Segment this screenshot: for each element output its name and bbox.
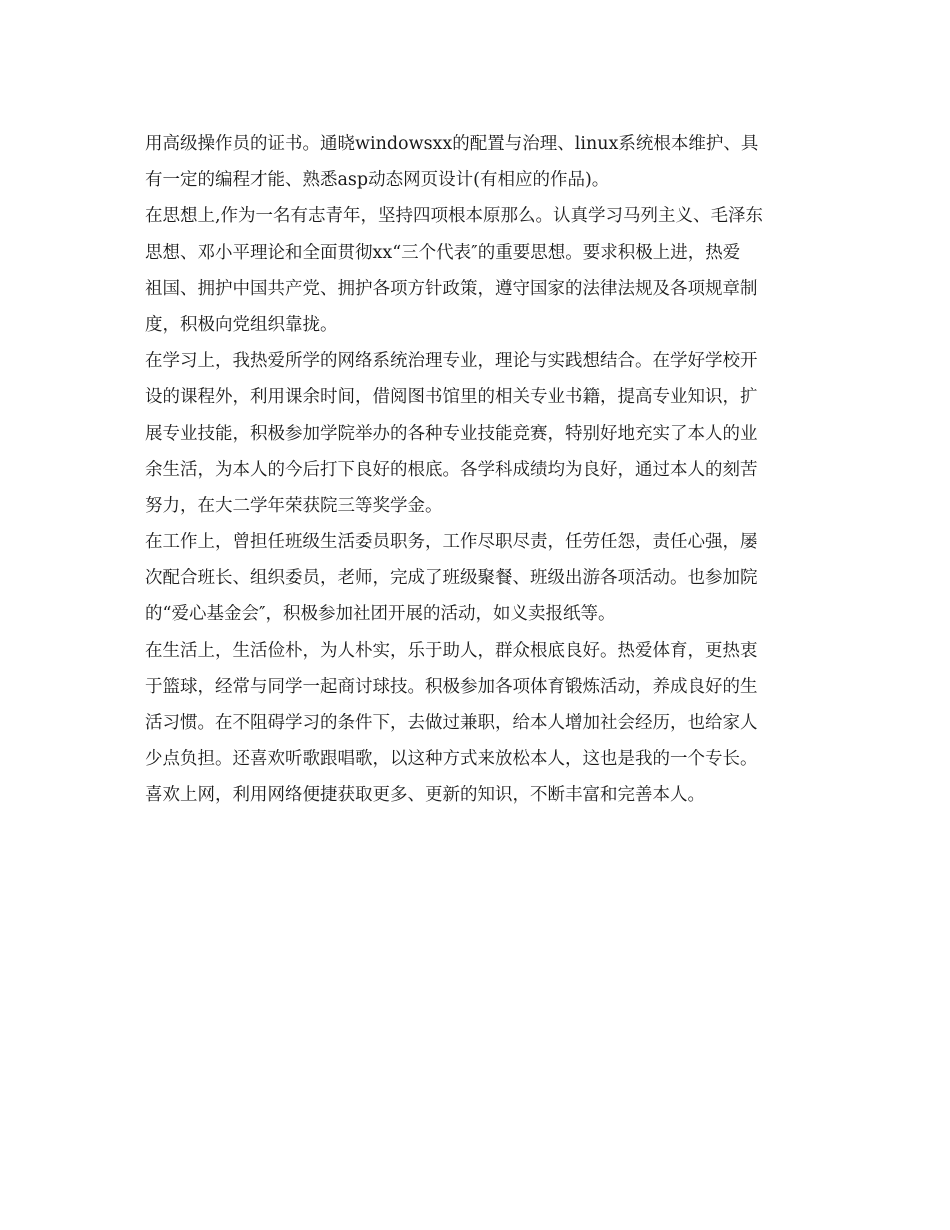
document-body — [145, 126, 805, 814]
text-line: 在思想上,作为一名有志青年，坚持四项根本原那么。认真学习马列主义、毛泽东 — [145, 206, 764, 227]
text-line: 活习惯。在不阻碍学习的条件下，去做过兼职，给本人增加社会经历，也给家人 — [145, 713, 758, 733]
paragraph-certificates — [145, 126, 805, 198]
text-line: 的“爱心基金会″，积极参加社团开展的活动，如义卖报纸等。 — [145, 604, 616, 625]
paragraph-study — [145, 343, 805, 524]
text-line: 在生活上，生活俭朴，为人朴实，乐于助人，群众根底良好。热爱体育，更热衷 — [145, 640, 758, 661]
paragraph-work — [145, 524, 805, 633]
text-line: 在学习上，我热爱所学的网络系统治理专业，理论与实践想结合。在学好学校开 — [145, 351, 758, 372]
text-line: 有一定的编程才能、熟悉asp动态网页设计(有相应的作品)。 — [145, 170, 610, 191]
text-line: 余生活，为本人的今后打下良好的根底。各学科成绩均为良好，通过本人的刻苦 — [145, 459, 758, 480]
text-line: 思想、邓小平理论和全面贯彻xx“三个代表″的重要思想。要求积极上进，热爱 — [145, 242, 741, 263]
text-line: 次配合班长、组织委员，老师，完成了班级聚餐、班级出游各项活动。也参加院 — [145, 568, 758, 589]
text-line: 祖国、拥护中国共产党、拥护各项方针政策，遵守国家的法律法规及各项规章制 — [145, 278, 758, 299]
text-line: 努力，在大二学年荣获院三等奖学金。 — [145, 495, 443, 516]
text-line: 度，积极向党组织靠拢。 — [145, 314, 338, 335]
text-line: 喜欢上网，利用网络便捷获取更多、更新的知识，不断丰富和完善本人。 — [145, 785, 705, 806]
paragraph-life — [145, 633, 805, 814]
paragraph-ideology — [145, 198, 805, 343]
text-line: 展专业技能，积极参加学院举办的各种专业技能竞赛，特别好地充实了本人的业 — [145, 423, 758, 444]
text-line: 少点负担。还喜欢听歌跟唱歌，以这种方式来放松本人，这也是我的一个专长。 — [145, 749, 758, 770]
text-line: 在工作上，曾担任班级生活委员职务，工作尽职尽责，任劳任怨，责任心强，屡 — [145, 532, 758, 553]
text-line: 用高级操作员的证书。通晓windowsxx的配置与治理、linux系统根本维护、具 — [145, 134, 759, 154]
text-line: 设的课程外，利用课余时间，借阅图书馆里的相关专业书籍，提高专业知识，扩 — [145, 387, 758, 408]
text-line: 于篮球，经常与同学一起商讨球技。积极参加各项体育锻炼活动，养成良好的生 — [145, 676, 758, 697]
